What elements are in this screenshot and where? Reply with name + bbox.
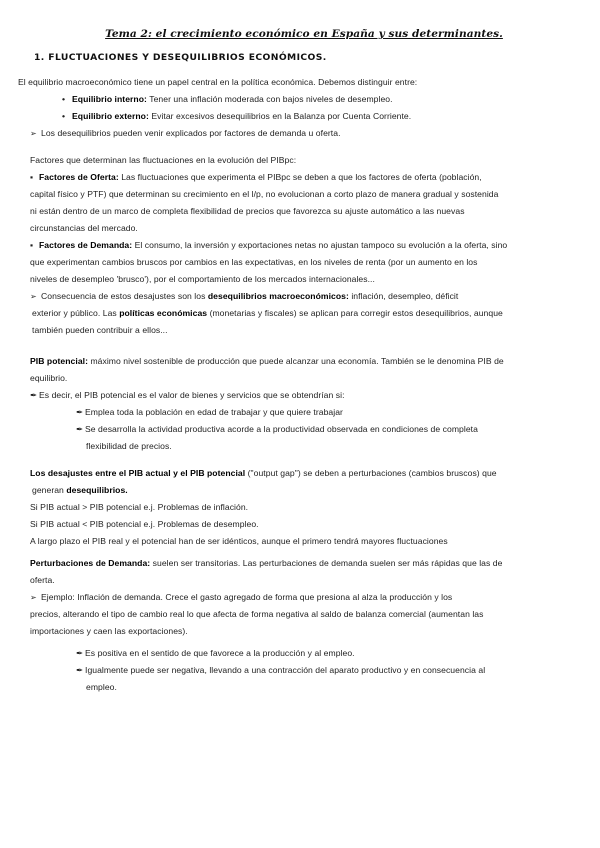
negative-effect-cont: empleo. <box>86 682 117 693</box>
demand-shocks-label: Perturbaciones de Demanda: <box>30 558 151 569</box>
potential-gdp-meaning-text: Es decir, el PIB potencial es el valor de bienes y servicios que se obtendrían si: <box>39 389 345 400</box>
output-gap-text-1: ("output gap") se deben a perturbaciones (cambios bruscos) que <box>245 467 497 478</box>
consequence-bold: desequilibrios macroeconómicos: <box>207 290 349 301</box>
example-line-2: precios, alterando el tipo de cambio real lo que afecta de forma negativa al saldo de balanza comercial (aumentan las <box>30 609 484 620</box>
output-gap-line-2 <box>30 482 578 499</box>
consequence-l2-post: (monetarias y fiscales) se aplican para corregir estos desequilibrios, aunque <box>207 307 503 318</box>
internal-equilibrium-text: Tener una inflación moderada con bajos niveles de desempleo. <box>146 93 393 104</box>
bullet-icon: • <box>62 93 66 104</box>
consequence-text-post: inflación, desempleo, déficit <box>348 290 459 301</box>
consequence-line-1 <box>30 288 578 305</box>
consequence-line-3: también pueden contribuir a ellos... <box>32 324 168 335</box>
supply-factors-label: Factores de Oferta: <box>39 171 119 182</box>
inflation-case: Si PIB actual > PIB potencial e.j. Problemas de inflación. <box>30 502 249 513</box>
potential-gdp-condition-2-cont: flexibilidad de precios. <box>86 440 172 451</box>
demand-factors-text-1: El consumo, la inversión y exportaciones netas no ajustan tampoco su evolución a la oferta, sino <box>132 239 508 250</box>
condition-2-text-1: Se desarrolla la actividad productiva acorde a la productividad observada en condiciones de completa <box>85 423 478 434</box>
pen-bullet-icon: ✒ <box>30 389 38 400</box>
condition-1-text: Emplea toda la población en edad de trabajar y que quiere trabajar <box>85 406 343 417</box>
potential-gdp-meaning <box>30 387 578 404</box>
negative-effect <box>30 662 578 679</box>
supply-factors-line-3: ni están dentro de un marco de completa flexibilidad de precios que favorezca su ajuste automático a las nuevas <box>30 205 465 216</box>
positive-effect-text: Es positiva en el sentido de que favorece a la producción y al empleo. <box>85 648 355 659</box>
potential-gdp-condition-2 <box>30 421 578 438</box>
bullet-icon: • <box>62 110 66 121</box>
square-bullet-icon: ▪ <box>30 239 34 250</box>
potential-gdp-line-1 <box>30 353 578 370</box>
supply-factors-text-1: Las fluctuaciones que experimenta el PIBpc se deben a que los factores de oferta (población, <box>118 171 482 182</box>
arrow-icon: ➢ <box>30 291 37 301</box>
supply-factors-line-1 <box>30 169 578 186</box>
demand-factors-line-1 <box>30 237 578 254</box>
pen-bullet-icon: ✒ <box>76 665 84 676</box>
potential-gdp-text-1: máximo nivel sostenible de producción que puede alcanzar una economía. También se le denomina PIB de <box>88 355 504 366</box>
consequence-line-2 <box>30 305 578 322</box>
intro-paragraph <box>18 74 578 91</box>
demand-factors-label: Factores de Demanda: <box>39 239 133 250</box>
potential-gdp-label: PIB potencial: <box>30 355 88 366</box>
output-gap-text-2-pre: generan <box>32 485 67 495</box>
demand-shocks-line-2: oferta. <box>30 575 55 586</box>
external-equilibrium-text: Evitar excesivos desequilibrios en la Balanza por Cuenta Corriente. <box>148 110 412 121</box>
arrow-icon: ➢ <box>30 593 37 603</box>
intro-text: El equilibrio macroeconómico tiene un papel central en la política económica. Debemos distinguir entre: <box>18 76 418 87</box>
long-run-note: A largo plazo el PIB real y el potencial han de ser idénticos, aunque el primero tendrá mayores fluctuaciones <box>30 536 448 547</box>
imbalances-bold: desequilibrios. <box>66 485 128 495</box>
negative-effect-text-1: Igualmente puede ser negativa, llevando a una contracción del aparato productivo y en consecuencia al <box>85 665 486 676</box>
square-bullet-icon: ▪ <box>30 171 34 182</box>
example-text-1: Ejemplo: Inflación de demanda. Crece el gasto agregado de forma que presiona al alza la producción y los <box>41 592 453 603</box>
document-title: Tema 2: el crecimiento económico en España y sus determinantes. <box>105 28 503 40</box>
arrow-icon: ➢ <box>30 128 37 138</box>
economic-policies-label: políticas económicas <box>119 307 208 318</box>
consequence-l2-pre: exterior y público. Las <box>32 307 120 318</box>
external-equilibrium-item <box>30 108 578 125</box>
supply-factors-line-4: circunstancias del mercado. <box>30 222 138 233</box>
pen-bullet-icon: ✒ <box>76 423 84 434</box>
example-line-3: importaciones y caen las exportaciones). <box>30 626 188 637</box>
internal-equilibrium-label: Equilibrio interno: <box>72 93 147 104</box>
potential-gdp-condition-1 <box>30 404 578 421</box>
positive-effect <box>30 645 578 662</box>
demand-factors-line-3: niveles de desempleo 'brusco'), por el comportamiento de los mercados internacionales... <box>30 273 375 284</box>
example-line-1 <box>30 589 578 606</box>
imbalances-note-text: Los desequilibrios pueden venir explicados por factores de demanda u oferta. <box>41 127 341 138</box>
output-gap-label: Los desajustes entre el PIB actual y el PIB potencial <box>30 467 246 478</box>
supply-factors-line-2: capital físico y PTF) que determinan su crecimiento en el l/p, no evolucionan a corto plazo de manera gradual y sostenida <box>30 188 499 199</box>
demand-factors-line-2: que experimentan cambios bruscos por cambios en las expectativas, en los niveles de renta (por un aumento en los <box>30 256 478 267</box>
unemployment-case: Si PIB actual < PIB potencial e.j. Problemas de desempleo. <box>30 519 259 530</box>
internal-equilibrium-item <box>30 91 578 108</box>
pen-bullet-icon: ✒ <box>76 648 84 659</box>
demand-shocks-text-1: suelen ser transitorias. Las perturbaciones de demanda suelen ser más rápidas que las de <box>150 558 503 569</box>
factors-intro: Factores que determinan las fluctuaciones en la evolución del PIBpc: <box>30 154 297 165</box>
potential-gdp-line-2: equilibrio. <box>30 372 68 383</box>
pen-bullet-icon: ✒ <box>76 406 84 417</box>
external-equilibrium-label: Equilibrio externo: <box>72 110 149 121</box>
output-gap-line-1 <box>30 465 578 482</box>
consequence-text-pre: Consecuencia de estos desajustes son los <box>41 290 208 301</box>
imbalances-note <box>30 125 578 142</box>
section-heading: 1. FLUCTUACIONES Y DESEQUILIBRIOS ECONÓMICOS. <box>34 51 327 63</box>
demand-shocks-line-1 <box>30 555 578 572</box>
